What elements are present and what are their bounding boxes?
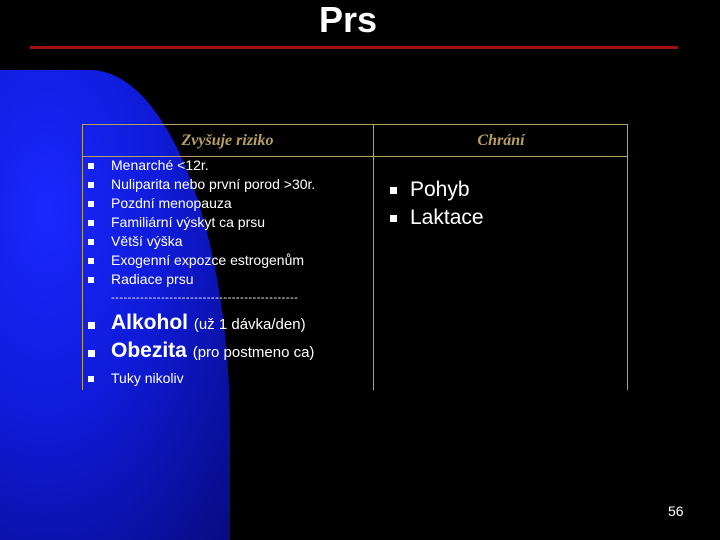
list-item: Větší výška xyxy=(88,232,368,251)
list-item-alcohol: Alkohol (už 1 dávka/den) xyxy=(88,309,306,339)
header-protects: Chrání xyxy=(477,132,525,149)
bullet-icon xyxy=(88,220,94,226)
table-right-border xyxy=(627,124,628,390)
list-item-fats: Tuky nikoliv xyxy=(88,369,184,388)
bullet-icon xyxy=(88,239,94,245)
table-left-border xyxy=(82,124,83,390)
list-item: Exogenní expozce estrogenům xyxy=(88,251,368,270)
protective-factor-list xyxy=(390,176,484,232)
list-item: Radiace prsu xyxy=(88,270,368,289)
title-underline xyxy=(30,46,678,49)
page-number: 56 xyxy=(668,503,684,519)
slide-title: Prs xyxy=(318,0,378,40)
list-item: Pohyb xyxy=(390,176,484,204)
bullet-icon xyxy=(390,215,397,222)
header-increases-risk: Zvyšuje riziko xyxy=(181,132,274,149)
bullet-icon xyxy=(390,187,397,194)
bullet-icon xyxy=(88,277,94,283)
list-item-obesity: Obezita (pro postmeno ca) xyxy=(88,337,314,367)
bullet-icon xyxy=(88,376,94,382)
list-item: Familiární výskyt ca prsu xyxy=(88,213,368,232)
risk-factor-list xyxy=(88,156,368,289)
list-item: Menarché <12r. xyxy=(88,156,368,175)
list-item: Pozdní menopauza xyxy=(88,194,368,213)
bullet-icon xyxy=(88,258,94,264)
list-item: Nuliparita nebo první porod >30r. xyxy=(88,175,368,194)
table-column-divider xyxy=(373,124,374,390)
separator-line: --------------------------------------------- xyxy=(111,292,299,304)
bullet-icon xyxy=(88,350,95,357)
bullet-icon xyxy=(88,322,95,329)
bullet-icon xyxy=(88,182,94,188)
list-item: Laktace xyxy=(390,204,484,232)
table-top-border xyxy=(82,124,628,125)
bullet-icon xyxy=(88,201,94,207)
bullet-icon xyxy=(88,163,94,169)
